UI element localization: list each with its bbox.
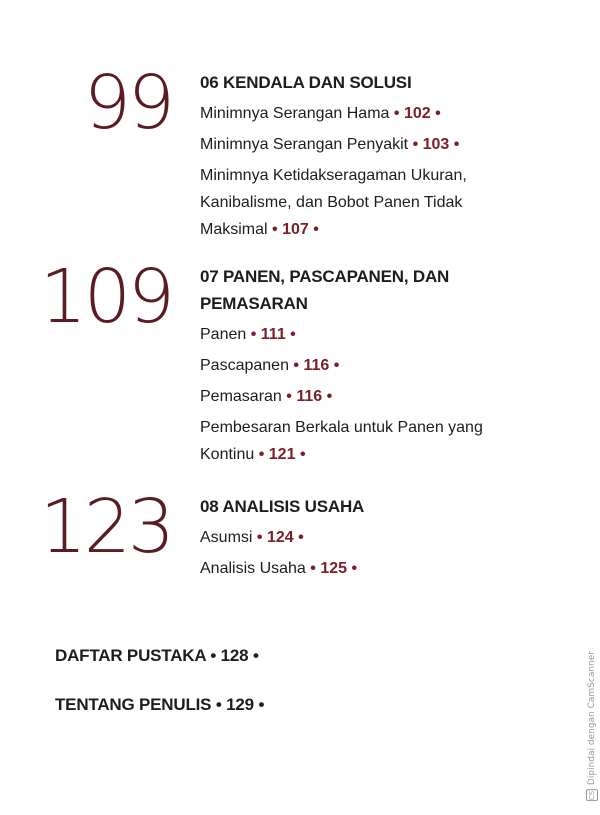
- separator-dot: •: [393, 105, 400, 122]
- entry-label-line: Kanibalisme, dan Bobot Panen Tidak: [200, 194, 463, 211]
- chapter-title: 06 KENDALA DAN SOLUSI: [200, 73, 412, 92]
- entry-label: DAFTAR PUSTAKA: [55, 646, 206, 665]
- separator-dot: •: [215, 695, 222, 714]
- separator-dot: •: [256, 529, 263, 546]
- entry-label-line: Kontinu: [200, 446, 255, 463]
- entry-label: Minimnya Serangan Penyakit: [200, 136, 409, 153]
- entry-page-number: 102: [403, 105, 431, 122]
- camscanner-logo-icon: CS: [588, 790, 596, 800]
- chapter-title: 08 ANALISIS USAHA: [200, 497, 365, 516]
- entry-page-number: 125: [320, 560, 348, 577]
- entry-label: TENTANG PENULIS: [55, 695, 212, 714]
- toc-entry[interactable]: [200, 555, 560, 582]
- separator-dot: •: [299, 446, 306, 463]
- entry-label-line: Pembesaran Berkala untuk Panen yang: [200, 419, 483, 436]
- separator-dot: •: [298, 529, 304, 546]
- separator-dot: •: [252, 646, 259, 665]
- entry-label: Minimnya Serangan Hama: [200, 105, 390, 122]
- chapter-start-page-number: 99: [83, 60, 172, 146]
- toc-entry[interactable]: [200, 524, 560, 551]
- separator-dot: •: [290, 326, 296, 343]
- chapter-start-page-number: 109: [39, 254, 172, 340]
- entry-label-line: Maksimal: [200, 221, 268, 238]
- toc-entry[interactable]: [200, 131, 560, 158]
- separator-dot: •: [313, 221, 319, 238]
- scanner-watermark: [586, 651, 598, 801]
- entry-page-number: 116: [296, 388, 323, 405]
- entry-label: Analisis Usaha: [200, 560, 306, 577]
- separator-dot: •: [258, 695, 265, 714]
- entry-page-number: 111: [260, 326, 286, 343]
- toc-entry[interactable]: [200, 383, 560, 410]
- separator-dot: •: [310, 560, 316, 577]
- toc-entry[interactable]: [200, 352, 560, 379]
- separator-dot: •: [250, 326, 257, 343]
- separator-dot: •: [351, 560, 358, 577]
- entry-page-number: 107: [282, 221, 309, 238]
- separator-dot: •: [435, 105, 441, 122]
- separator-dot: •: [286, 388, 292, 405]
- entry-label: Pascapanen: [200, 357, 289, 374]
- separator-dot: •: [333, 357, 340, 374]
- toc-entry[interactable]: [200, 100, 560, 127]
- entry-page-number: 128: [220, 646, 249, 665]
- toc-entry[interactable]: [200, 321, 560, 348]
- chapter-start-page-number: 123: [39, 484, 172, 570]
- entry-page-number: 103: [422, 136, 450, 153]
- entry-page-number: 121: [268, 446, 296, 463]
- entry-label: Asumsi: [200, 529, 253, 546]
- entry-page-number: 116: [303, 357, 330, 374]
- entry-page-number: 129: [226, 695, 254, 714]
- toc-entry-tentang-penulis[interactable]: [55, 695, 264, 715]
- separator-dot: •: [453, 136, 460, 153]
- chapter-title-line: PEMASARAN: [200, 294, 308, 313]
- entry-page-number: 124: [266, 529, 294, 546]
- entry-label-line: Minimnya Ketidakseragaman Ukuran,: [200, 167, 467, 184]
- separator-dot: •: [210, 646, 217, 665]
- separator-dot: •: [293, 357, 300, 374]
- separator-dot: •: [326, 388, 333, 405]
- chapter-title-line: 07 PANEN, PASCAPANEN, DAN: [200, 267, 450, 286]
- separator-dot: •: [272, 221, 278, 238]
- separator-dot: •: [258, 446, 265, 463]
- toc-entry-daftar-pustaka[interactable]: [55, 646, 259, 666]
- separator-dot: •: [412, 136, 419, 153]
- scanner-watermark-text: Dipindai dengan CamScanner: [587, 650, 597, 785]
- entry-label: Pemasaran: [200, 388, 282, 405]
- toc-entry[interactable]: [200, 162, 560, 243]
- entry-label: Panen: [200, 326, 247, 343]
- toc-entry[interactable]: [200, 414, 560, 468]
